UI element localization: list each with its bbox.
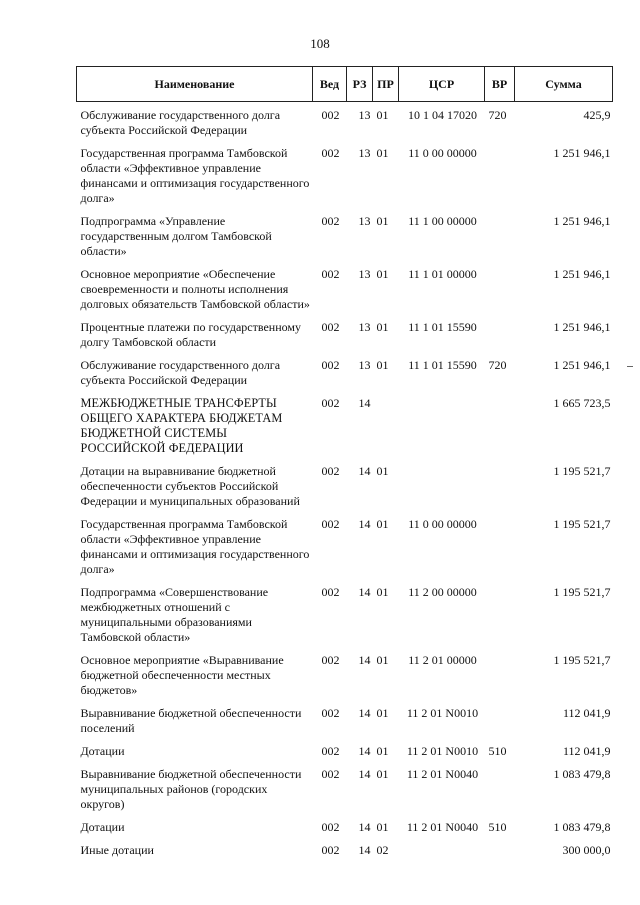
cell-rz: 14 [358,396,371,410]
cell-vr [485,458,515,511]
cell-vr [485,647,515,700]
cell-ved: 002 [321,843,340,857]
margin-mark [627,366,633,367]
cell-csr: 11 0 00 00000 [408,517,477,531]
cell-csr: 11 2 01 N0040 [406,820,479,834]
cell-csr: 11 2 01 N0010 [406,744,479,758]
cell-sum: 1 251 946,1 [553,146,611,160]
cell-csr: 11 1 01 15590 [408,358,477,372]
cell-name: Основное мероприятие «Выравнивание бюджетной обеспеченности местных бюджетов» [80,653,284,697]
cell-name: Дотации на выравнивание бюджетной обеспеченности субъектов Российской Федерации и муниципальных образований [80,464,300,508]
cell-rz: 14 [358,464,371,478]
page-number: 108 [310,36,330,51]
cell-vr [485,579,515,647]
cell-rz: 14 [358,706,371,720]
cell-pr: 01 [376,585,389,599]
cell-ved: 002 [321,653,340,667]
cell-pr: 01 [376,108,389,122]
cell-pr: 02 [376,843,389,857]
table-row [77,140,613,208]
cell-rz: 13 [358,108,371,122]
header-vr: ВР [485,67,515,102]
cell-pr: 01 [376,464,389,478]
table-row [77,390,613,458]
cell-csr: 10 1 04 17020 [408,108,477,122]
cell-vr [485,511,515,579]
cell-rz: 13 [358,320,371,334]
cell-csr [399,390,485,458]
cell-ved: 002 [321,146,340,160]
cell-name: Обслуживание государственного долга субъекта Российской Федерации [80,358,281,387]
cell-sum: 1 195 521,7 [553,653,611,667]
cell-name: Иные дотации [80,843,154,857]
cell-sum: 1 251 946,1 [553,320,611,334]
table-row [77,700,613,738]
cell-name: Обслуживание государственного долга субъекта Российской Федерации [80,108,281,137]
cell-rz: 13 [358,358,371,372]
cell-sum: 1 083 479,8 [553,820,611,834]
table-row [77,314,613,352]
cell-pr: 01 [376,767,389,781]
cell-rz: 14 [358,744,371,758]
header-csr: ЦСР [399,67,485,102]
cell-name: Государственная программа Тамбовской области «Эффективное управление финансами и оптимизация государственного долга» [80,517,310,576]
cell-sum: 425,9 [583,108,611,122]
cell-ved: 002 [321,744,340,758]
header-sum: Сумма [515,67,613,102]
table-row [77,511,613,579]
cell-sum: 1 665 723,5 [553,396,611,410]
cell-vr [485,314,515,352]
cell-pr: 01 [376,744,389,758]
cell-name: МЕЖБЮДЖЕТНЫЕ ТРАНСФЕРТЫ ОБЩЕГО ХАРАКТЕРА БЮДЖЕТАМ БЮДЖЕТНОЙ СИСТЕМЫ РОССИЙСКОЙ ФЕДЕРАЦИИ [80,396,283,455]
cell-name: Выравнивание бюджетной обеспеченности муниципальных районов (городских округов) [80,767,302,811]
header-pr: ПР [373,67,399,102]
table-row [77,208,613,261]
header-rz: РЗ [347,67,373,102]
cell-vr: 510 [488,820,507,834]
cell-sum: 1 251 946,1 [553,358,611,372]
cell-sum: 112 041,9 [562,706,611,720]
cell-csr [399,837,485,860]
table-row [77,458,613,511]
cell-ved: 002 [321,267,340,281]
table-row [77,102,613,141]
cell-vr: 720 [488,358,507,372]
cell-ved: 002 [321,108,340,122]
cell-rz: 13 [358,146,371,160]
cell-pr: 01 [376,320,389,334]
cell-pr: 01 [376,820,389,834]
cell-name: Основное мероприятие «Обеспечение своевременности и полноты исполнения долговых обязательств Тамбовской области» [80,267,310,311]
cell-vr [485,140,515,208]
cell-vr [485,261,515,314]
cell-vr [485,700,515,738]
cell-ved: 002 [321,517,340,531]
cell-csr: 11 2 01 00000 [408,653,477,667]
cell-rz: 13 [358,267,371,281]
cell-csr [399,458,485,511]
cell-pr: 01 [376,146,389,160]
cell-csr: 11 2 01 N0040 [406,767,479,781]
cell-name: Выравнивание бюджетной обеспеченности поселений [80,706,302,735]
cell-ved: 002 [321,396,340,410]
cell-vr [485,837,515,860]
cell-name: Дотации [80,820,125,834]
cell-pr: 01 [376,706,389,720]
cell-name: Дотации [80,744,125,758]
cell-pr [373,390,399,458]
header-ved: Вед [313,67,347,102]
cell-sum: 112 041,9 [562,744,611,758]
cell-csr: 11 1 01 00000 [408,267,477,281]
cell-rz: 13 [358,214,371,228]
cell-ved: 002 [321,358,340,372]
cell-name: Государственная программа Тамбовской области «Эффективное управление финансами и оптимизация государственного долга» [80,146,310,205]
cell-csr: 11 0 00 00000 [408,146,477,160]
cell-sum: 1 251 946,1 [553,214,611,228]
cell-vr: 720 [488,108,507,122]
table-row [77,261,613,314]
cell-rz: 14 [358,517,371,531]
cell-ved: 002 [321,214,340,228]
cell-pr: 01 [376,214,389,228]
table-row [77,579,613,647]
cell-pr: 01 [376,653,389,667]
cell-pr: 01 [376,358,389,372]
cell-rz: 14 [358,820,371,834]
cell-sum: 1 195 521,7 [553,464,611,478]
cell-pr: 01 [376,267,389,281]
cell-vr: 510 [488,744,507,758]
cell-ved: 002 [321,820,340,834]
cell-ved: 002 [321,706,340,720]
cell-sum: 1 083 479,8 [553,767,611,781]
cell-csr: 11 2 00 00000 [408,585,477,599]
cell-ved: 002 [321,464,340,478]
cell-csr: 11 1 01 15590 [408,320,477,334]
table-header-row [77,67,613,102]
table-row [77,352,613,390]
cell-rz: 14 [358,767,371,781]
cell-pr: 01 [376,517,389,531]
cell-rz: 14 [358,653,371,667]
table-row [77,738,613,761]
cell-ved: 002 [321,767,340,781]
table-row [77,761,613,814]
table-row [77,837,613,860]
cell-vr [485,761,515,814]
cell-sum: 1 195 521,7 [553,517,611,531]
cell-ved: 002 [321,585,340,599]
table-row [77,647,613,700]
cell-name: Подпрограмма «Управление государственным долгом Тамбовской области» [80,214,272,258]
budget-table [76,66,613,860]
cell-name: Подпрограмма «Совершенствование межбюджетных отношений с муниципальными образованиями Тамбовской области» [80,585,269,644]
cell-csr: 11 1 00 00000 [408,214,477,228]
cell-rz: 14 [358,843,371,857]
cell-csr: 11 2 01 N0010 [406,706,479,720]
header-name: Наименование [77,67,313,102]
cell-ved: 002 [321,320,340,334]
cell-sum: 300 000,0 [562,843,611,857]
cell-name: Процентные платежи по государственному долгу Тамбовской области [80,320,301,349]
cell-rz: 14 [358,585,371,599]
cell-vr [485,208,515,261]
cell-vr [485,390,515,458]
cell-sum: 1 251 946,1 [553,267,611,281]
table-row [77,814,613,837]
cell-sum: 1 195 521,7 [553,585,611,599]
